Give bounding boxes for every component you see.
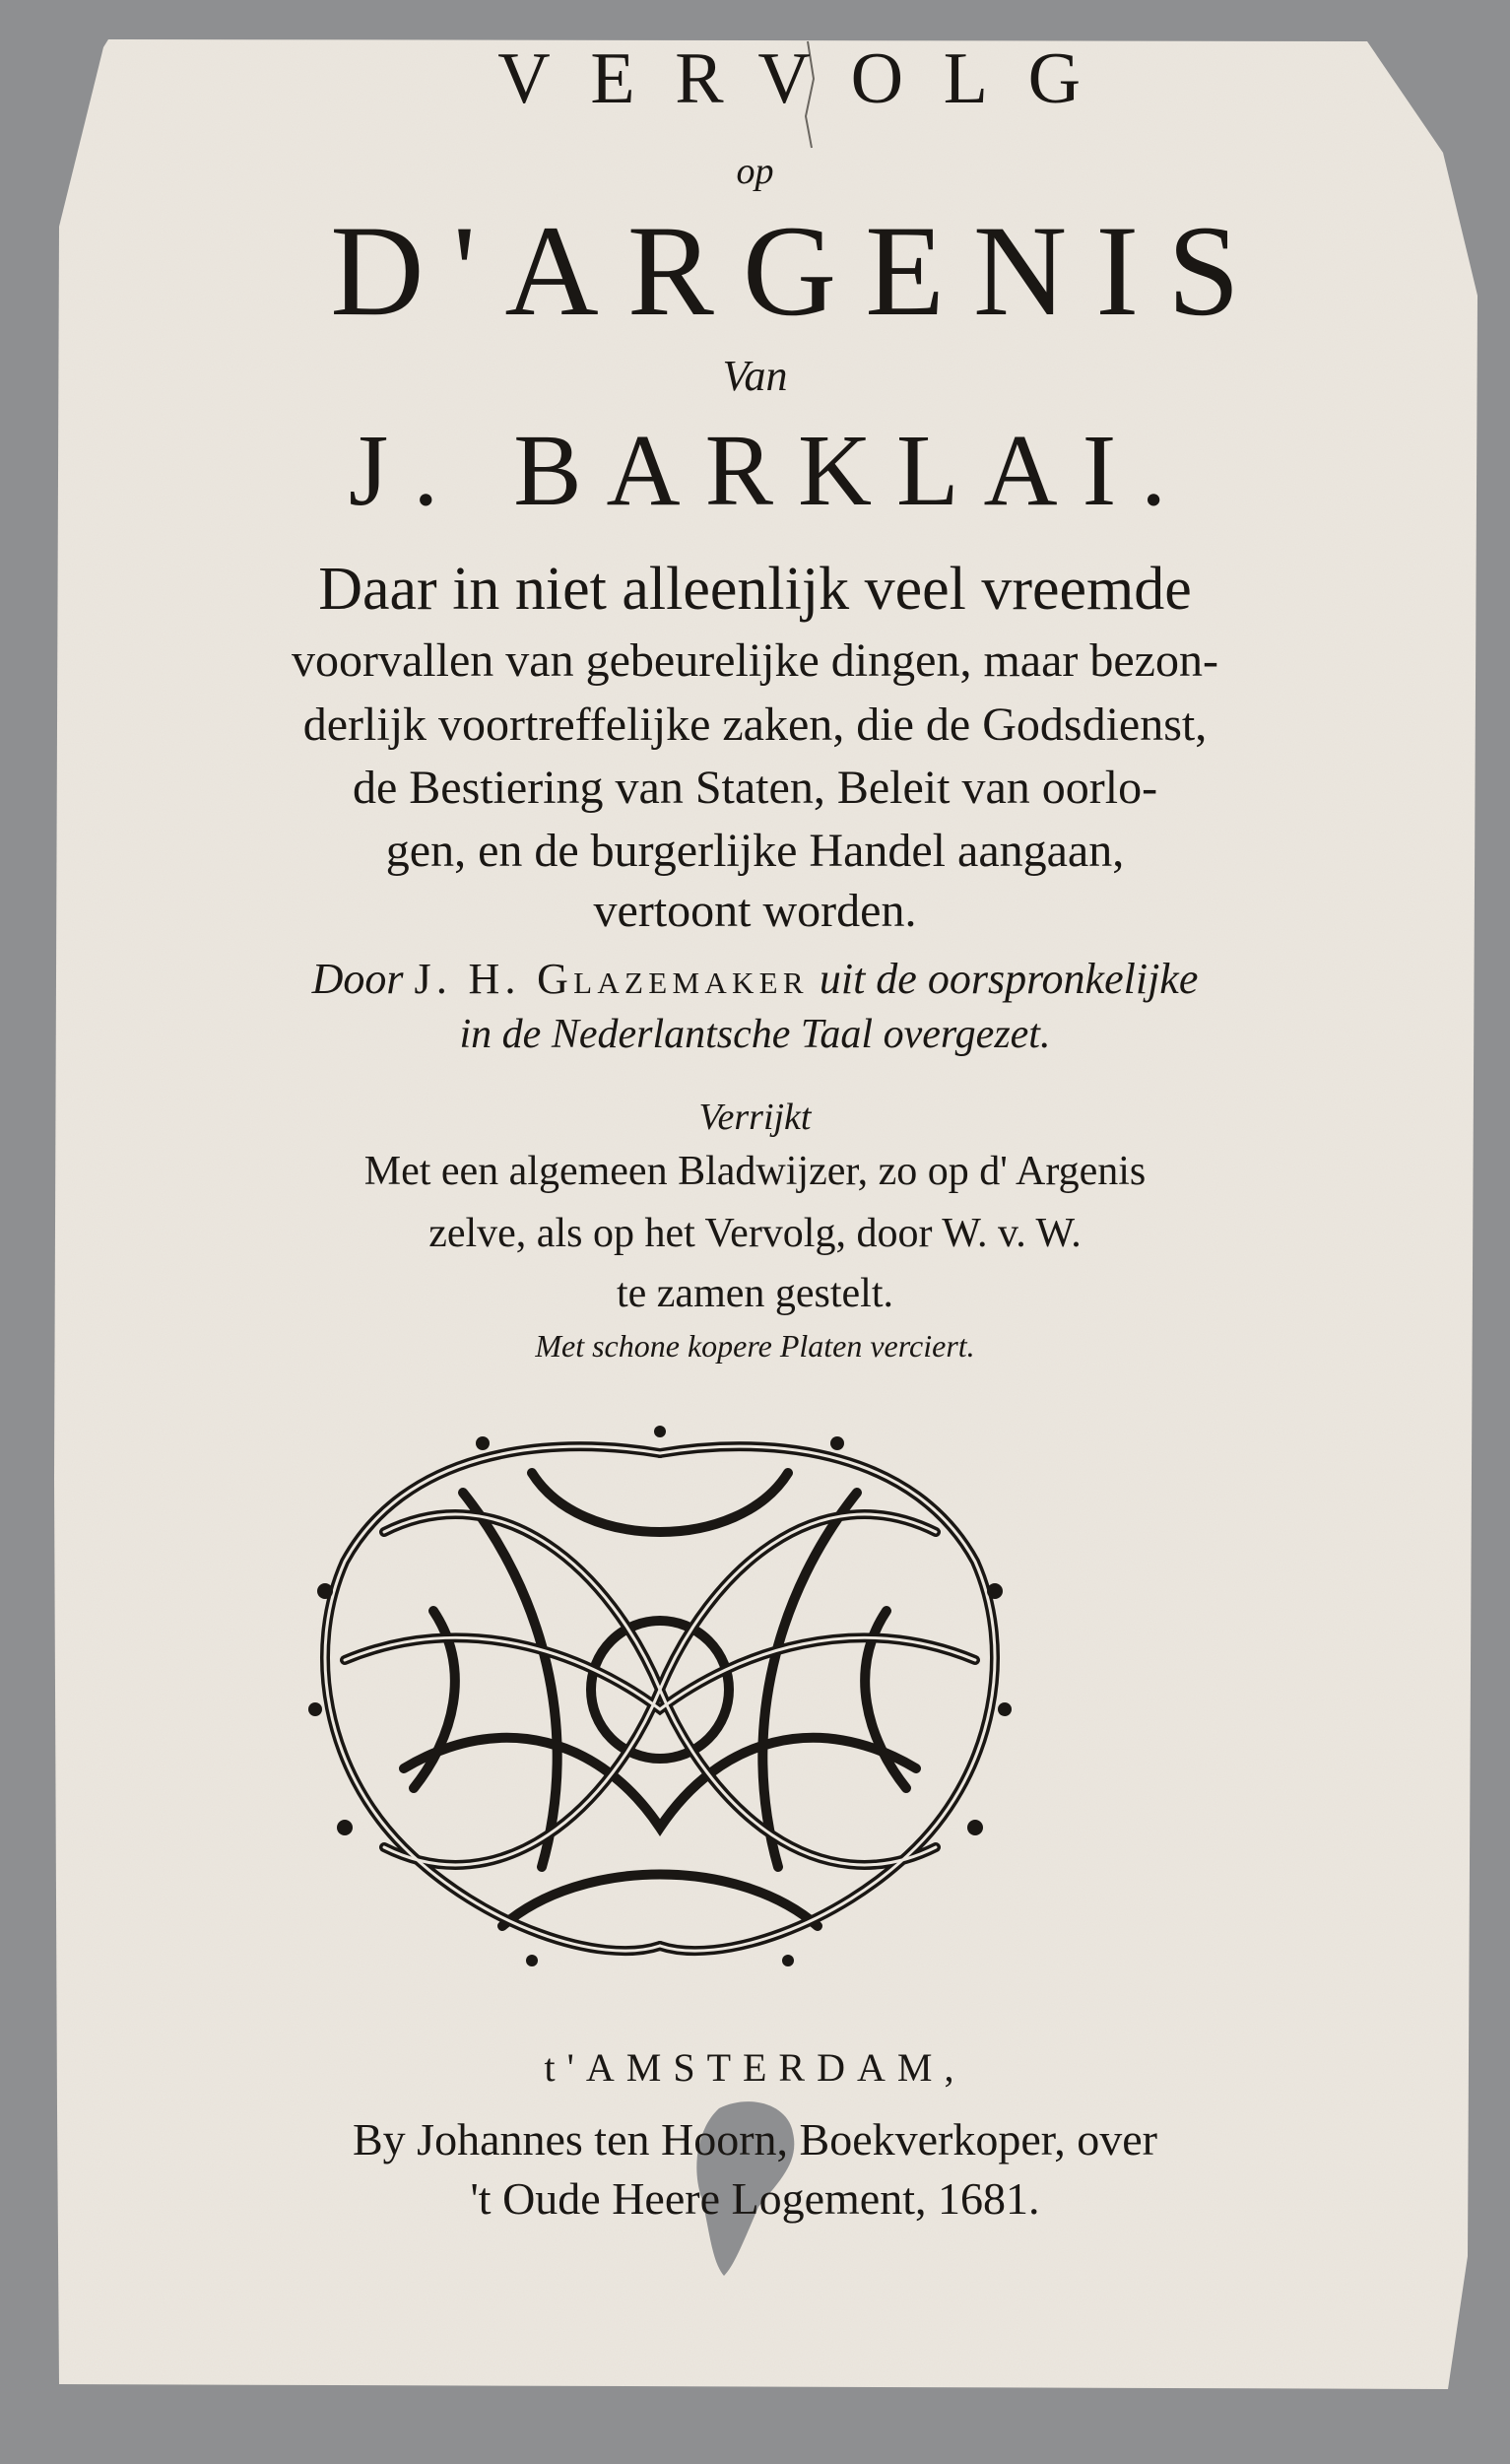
description-line: derlijk voortreffelijke zaken, die de Godsdienst, (302, 699, 1208, 751)
imprint-city: t'AMSTERDAM, (544, 2045, 966, 2090)
description-line: de Bestiering van Staten, Beleit van oorlo- (352, 762, 1158, 814)
interlaced-monogram-ornament-icon (286, 1414, 1034, 1985)
heading-argenis: D'ARGENIS (330, 198, 1269, 343)
translator-line (0, 954, 1510, 1004)
description-line: Daar in niet alleenlijk veel vreemde (318, 556, 1192, 623)
index-line: zelve, als op het Vervolg, door W. v. W. (428, 1211, 1082, 1256)
description-line: voorvallen van gebeurelijke dingen, maar bezon- (292, 634, 1218, 687)
heading-op: op (736, 151, 774, 192)
verrijkt: Verrijkt (698, 1097, 812, 1138)
translator-line-2: in de Nederlantsche Taal overgezet. (459, 1012, 1051, 1057)
plates-line: Met schone kopere Platen verciert. (535, 1328, 975, 1364)
imprint-line-2: 't Oude Heere Logement, 1681. (470, 2173, 1040, 2224)
imprint-line-1: By Johannes ten Hoorn, Boekverkoper, over (352, 2114, 1158, 2164)
description-line: gen, en de burgerlijke Handel aangaan, (385, 825, 1125, 877)
index-line: te zamen gestelt. (616, 1271, 894, 1316)
description-line: vertoont worden. (593, 885, 917, 937)
translator-rest: uit de oorspronkelijke (819, 955, 1199, 1003)
translator-door: Door (311, 955, 404, 1003)
heading-vervolg: VERVOLG (497, 38, 1121, 119)
index-line: Met een algemeen Bladwijzer, zo op d' Argenis (363, 1149, 1147, 1194)
heading-van: Van (722, 352, 788, 400)
translator-name: J. H. Glazemaker (414, 955, 809, 1003)
heading-author: J. BARKLAI. (348, 414, 1192, 527)
